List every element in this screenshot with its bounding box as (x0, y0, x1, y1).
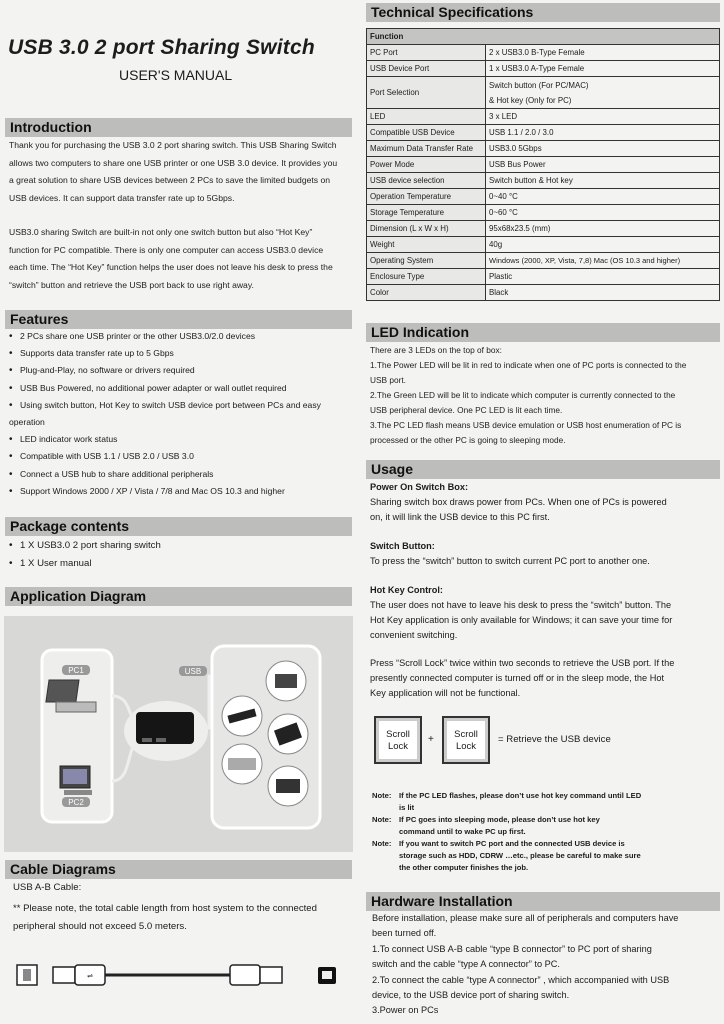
spec-value: Black (486, 285, 720, 301)
led-indication-text (370, 343, 720, 448)
switch-button-title: Switch Button: (370, 541, 435, 551)
usb-label: USB (184, 667, 202, 676)
spec-key: Weight (367, 237, 486, 253)
text-line: 2.The Green LED will be lit to indicate which computer is currently connected to the (370, 390, 676, 400)
list-item: • Support Windows 2000 / XP / Vista / 7/8 and Mac OS 10.3 and higher (9, 483, 354, 500)
spec-key: Storage Temperature (367, 205, 486, 221)
list-item: • Supports data transfer rate up to 5 Gbps (9, 345, 354, 362)
text-line: allows two computers to share one USB printer or one USB 3.0 device. It provides you (9, 157, 338, 168)
table-row (367, 173, 720, 189)
text-line: peripheral should not exceed 5.0 meters. (13, 921, 187, 932)
pc1-label: PC1 (68, 666, 84, 675)
table-header-cell: Function (367, 29, 720, 45)
desktop-pc-icon (60, 766, 92, 795)
hardware-installation-text (372, 911, 720, 1019)
text-line: presently connected computer is turned off or in the sleep mode, the Hot (370, 673, 664, 683)
manual-title: USB 3.0 2 port Sharing Switch (8, 36, 315, 59)
spec-value: 95x68x23.5 (mm) (486, 221, 720, 237)
scroll-lock-key-icon (442, 716, 490, 764)
usb-b-port-icon (318, 967, 336, 984)
spec-key: Maximum Data Transfer Rate (367, 141, 486, 157)
list-item: • USB Bus Powered, no additional power adapter or wall outlet required (9, 380, 354, 397)
text-line: Before installation, please make sure all of peripherals and computers have (372, 913, 679, 923)
spec-value: 40g (486, 237, 720, 253)
spec-value: 0~60 °C (486, 205, 720, 221)
cable-type-label: USB A-B Cable: (13, 882, 82, 893)
note-label: Note: (372, 839, 392, 848)
table-row (367, 61, 720, 77)
application-diagram (4, 616, 353, 852)
application-diagram-heading: Application Diagram (5, 587, 352, 606)
spec-key: Compatible USB Device (367, 125, 486, 141)
table-row (367, 189, 720, 205)
spec-key: PC Port (367, 45, 486, 61)
table-row (367, 77, 720, 109)
list-item: • Using switch button, Hot Key to switch USB device port between PCs and easy (9, 397, 354, 414)
introduction-paragraph-2 (9, 224, 354, 294)
usb-a-connector-icon (53, 965, 105, 985)
text-line: convenient switching. (370, 630, 458, 640)
text-line: storage such as HDD, CDRW …etc., please be careful to make sure (399, 851, 641, 860)
application-diagram-illustration (4, 616, 353, 852)
table-row (367, 237, 720, 253)
right-column (362, 0, 724, 1024)
retrieve-usb-label: = Retrieve the USB device (498, 734, 611, 745)
note-label: Note: (372, 791, 392, 800)
switch-button-section (370, 539, 720, 569)
spec-key: USB device selection (367, 173, 486, 189)
note-label: Note: (372, 815, 392, 824)
text-line: If the PC LED flashes, please don’t use hot key command until LED (399, 791, 642, 800)
list-item: • Compatible with USB 1.1 / USB 2.0 / USB 3.0 (9, 448, 354, 465)
spec-key: Port Selection (367, 77, 486, 109)
text-line: There are 3 LEDs on the top of box: (370, 345, 502, 355)
text-line: The user does not have to leave his desk to press the “switch” button. The (370, 600, 672, 610)
table-row (367, 125, 720, 141)
key-label: Lock (455, 741, 477, 752)
cable-length-note (13, 900, 358, 936)
text-line: device, to the USB device port of sharing switch. (372, 990, 570, 1001)
cable-diagrams-heading: Cable Diagrams (5, 860, 352, 879)
package-contents-list (9, 537, 354, 573)
spec-key: Color (367, 285, 486, 301)
introduction-heading: Introduction (5, 118, 352, 137)
text-line: 3.Power on PCs (372, 1005, 439, 1016)
spec-value: 3 x LED (486, 109, 720, 125)
spec-value: USB Bus Power (486, 157, 720, 173)
table-row (367, 157, 720, 173)
introduction-paragraph-1 (9, 137, 354, 207)
text-line: If PC goes into sleeping mode, please don’t use hot key (399, 815, 600, 824)
features-heading: Features (5, 310, 352, 329)
list-item: • Plug-and-Play, no software or drivers required (9, 362, 354, 379)
table-row (367, 141, 720, 157)
key-label: Lock (387, 741, 409, 752)
usb-a-b-cable-diagram (15, 958, 345, 992)
note-1 (372, 790, 717, 814)
key-label: Scroll (454, 729, 478, 740)
hardware-installation-heading: Hardware Installation (366, 892, 720, 911)
text-line: “switch” button and retrieve the USB port back to use right away. (9, 279, 254, 290)
text-line: 1.The Power LED will be lit in red to indicate when one of PC ports is connected to the (370, 360, 687, 370)
text-line: ** Please note, the total cable length from host system to the connected (13, 903, 317, 914)
list-item-continuation: operation (9, 417, 45, 428)
table-row (367, 221, 720, 237)
list-item: • 1 X USB3.0 2 port sharing switch (9, 537, 354, 555)
list-item: • 2 PCs share one USB printer or the other USB3.0/2.0 devices (9, 328, 354, 345)
package-contents-heading: Package contents (5, 517, 352, 536)
led-indication-heading: LED Indication (366, 323, 720, 342)
text-line: Hot Key application is only available for Windows; it can save your time for (370, 615, 673, 625)
table-row (367, 109, 720, 125)
spec-value: Windows (2000, XP, Vista, 7,8) Mac (OS 10.3 and higher) (486, 253, 720, 269)
note-3 (372, 838, 717, 874)
text-line: If you want to switch PC port and the connected USB device is (399, 839, 625, 848)
text-line: a great solution to share USB devices between 2 PCs to save the limited budgets on (9, 175, 331, 185)
text-line: 1.To connect USB A-B cable “type B connector” to PC port of sharing (372, 943, 652, 954)
spec-value (486, 77, 720, 109)
text-line: & Hot key (Only for PC) (489, 95, 572, 105)
spec-key: USB Device Port (367, 61, 486, 77)
list-item: • LED indicator work status (9, 431, 354, 448)
text-line: the other computer finishes the job. (399, 863, 529, 872)
scroll-lock-key-icon (374, 716, 422, 764)
text-line: Switch button (For PC/MAC) (489, 80, 589, 90)
hot-key-section (370, 583, 720, 643)
spec-key: Operating System (367, 253, 486, 269)
text-line: USB3.0 sharing Switch are built-in not only one switch button but also “Hot Key” (9, 227, 313, 237)
features-list (9, 328, 354, 500)
table-row (367, 285, 720, 301)
spec-key: Operation Temperature (367, 189, 486, 205)
text-line: been turned off. (372, 928, 437, 939)
list-item: • 1 X User manual (9, 555, 354, 573)
spec-key: Dimension (L x W x H) (367, 221, 486, 237)
usb-b-connector-icon (230, 965, 282, 985)
sharing-switch-icon (124, 701, 208, 761)
usage-heading: Usage (366, 460, 720, 479)
note-2 (372, 814, 717, 838)
spec-value: USB3.0 5Gbps (486, 141, 720, 157)
spec-key: Power Mode (367, 157, 486, 173)
text-line: Press “Scroll Lock” twice within two seconds to retrieve the USB port. If the (370, 658, 675, 668)
text-line: is lit (399, 803, 415, 812)
text-line: each time. The “Hot Key” function helps the user does not leave his desk to press the (9, 262, 333, 272)
spec-key: LED (367, 109, 486, 125)
text-line: on, it will link the USB device to this PC first. (370, 512, 550, 522)
technical-specifications-heading: Technical Specifications (366, 3, 720, 22)
text-line: 2.To connect the cable “type A connector” , which accompanied with USB (372, 974, 670, 985)
power-on-title: Power On Switch Box: (370, 482, 469, 492)
text-line: Thank you for purchasing the USB 3.0 2 port sharing switch. This USB Sharing Switch (9, 140, 337, 150)
spec-value: Switch button & Hot key (486, 173, 720, 189)
text-line: Key application will not be functional. (370, 688, 521, 698)
text-line: USB peripheral device. One PC LED is lit each time. (370, 405, 563, 415)
text-line: processed or the other PC is going to sleeping mode. (370, 435, 566, 445)
text-line: 3.The PC LED flash means USB device emulation or USB host enumeration of PC is (370, 420, 682, 430)
table-row (367, 205, 720, 221)
table-row (367, 253, 720, 269)
spec-value: USB 1.1 / 2.0 / 3.0 (486, 125, 720, 141)
key-label: Scroll (386, 729, 410, 740)
spec-value: 0~40 °C (486, 189, 720, 205)
table-row (367, 269, 720, 285)
spec-value: Plastic (486, 269, 720, 285)
text-line: Sharing switch box draws power from PCs. When one of PCs is powered (370, 497, 667, 507)
text-line: USB port. (370, 375, 406, 385)
text-line: command until to wake PC up first. (399, 827, 526, 836)
scroll-lock-instructions (370, 656, 720, 701)
power-on-section (370, 480, 720, 525)
text-line: switch and the cable “type A connector” to PC. (372, 959, 560, 970)
spec-value: 2 x USB3.0 B-Type Female (486, 45, 720, 61)
list-item: • Connect a USB hub to share additional peripherals (9, 466, 354, 483)
spec-value: 1 x USB3.0 A-Type Female (486, 61, 720, 77)
svg-text:⇌: ⇌ (87, 973, 93, 980)
pc2-label: PC2 (68, 798, 84, 807)
text-line: USB devices. It can support data transfer rate up to 5Gbps. (9, 192, 235, 203)
plus-sign: + (428, 734, 434, 745)
spec-key: Enclosure Type (367, 269, 486, 285)
hot-key-title: Hot Key Control: (370, 585, 443, 595)
table-row (367, 45, 720, 61)
table-header-row (367, 29, 720, 45)
manual-subtitle: USER'S MANUAL (119, 67, 233, 83)
text-line: function for PC compatible. There is only one computer can access USB3.0 device (9, 244, 324, 255)
usb-a-port-icon (17, 965, 37, 985)
specifications-table (366, 28, 720, 301)
text-line: To press the “switch” button to switch current PC port to another one. (370, 556, 650, 566)
